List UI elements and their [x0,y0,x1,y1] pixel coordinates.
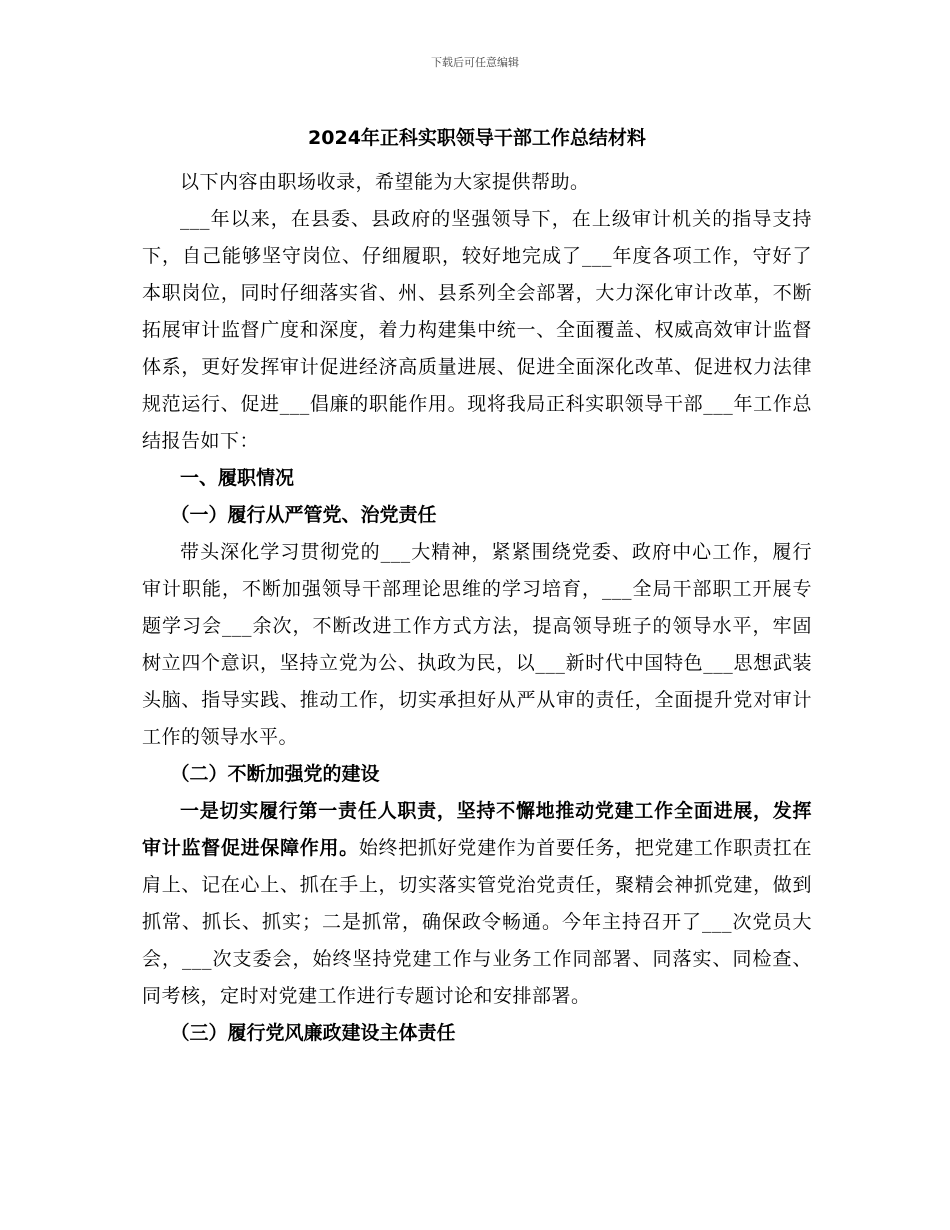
section-heading-duties: 一、履职情况 [180,467,295,489]
party-governance-paragraph: 带头深化学习贯彻党的___大精神，紧紧围绕党委、政府中心工作，履行审计职能，不断加强领导干部理论思维的学习培育，___全局干部职工开展专题学习会___余次，不断改进工作方式方法，提高领导班子的领导水平，牢固树立四个意识，坚持立党为公、执政为民，以___新时代中国特色___思想武装头脑、指导实践、推动工作，切实承担好从严从审的责任，全面提升党对审计工作的领导水平。 [142,541,812,748]
page-header-note: 下载后可任意编辑 [431,56,519,69]
party-building-paragraph [142,793,812,1015]
subsection-heading-party-governance: （一）履行从严管党、治党责任 [170,504,437,526]
document-body [142,116,812,1052]
document-title: 2024年正科实职领导干部工作总结材料 [308,127,646,149]
subsection-heading-integrity: （三）履行党风廉政建设主体责任 [170,1022,456,1044]
overview-paragraph: ___年以来，在县委、县政府的坚强领导下，在上级审计机关的指导支持下，自己能够坚守岗位、仔细履职，较好地完成了___年度各项工作，守好了本职岗位，同时仔细落实省、州、县系列全会部署，大力深化审计改革，不断拓展审计监督广度和深度，着力构建集中统一、全面覆盖、权威高效审计监督体系，更好发挥审计促进经济高质量进展、促进全面深化改革、促进权力法律规范运行、促进___倡廉的职能作用。现将我局正科实职领导干部___年工作总结报告如下： [142,208,812,452]
intro-paragraph: 以下内容由职场收录，希望能为大家提供帮助。 [180,171,590,193]
party-building-body: 始终把抓好党建作为首要任务，把党建工作职责扛在肩上、记在心上、抓在手上，切实落实管党治党责任，聚精会神抓党建，做到抓常、抓长、抓实；二是抓常，确保政令畅通。今年主持召开了___次党员大会，___次支委会，始终坚持党建工作与业务工作同部署、同落实、同检查、同考核，定时对党建工作进行专题讨论和安排部署。 [142,837,812,1007]
party-building-lead: 一是切实履行第一责任人职责，坚持不懈地推动党建工作全面进展，发挥审计监督促进保障作用。 [142,800,812,859]
subsection-heading-party-building: （二）不断加强党的建设 [170,763,380,785]
